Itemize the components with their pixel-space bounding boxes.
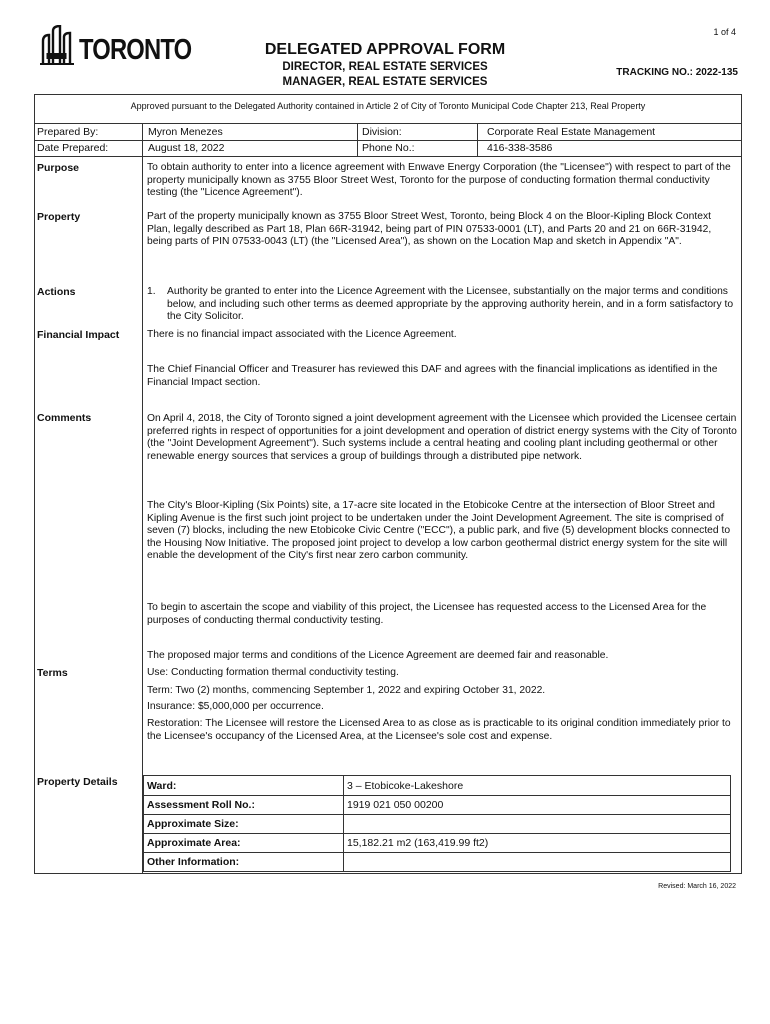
divider: [34, 123, 742, 124]
divider: [34, 140, 742, 141]
terms-insurance: Insurance: $5,000,000 per occurrence.: [147, 701, 324, 712]
approval-authority-text: Approved pursuant to the Delegated Authority contained in Article 2 of City of Toronto Municipal Code Chapter 213, Real Property: [130, 101, 646, 111]
terms-label: Terms: [37, 667, 68, 679]
phone-label: Phone No.:: [362, 142, 415, 154]
property-details-label: Property Details: [37, 776, 118, 788]
date-prepared-label: Date Prepared:: [37, 142, 109, 154]
assessment-roll-label: Assessment Roll No.:: [147, 799, 255, 811]
table-row: [144, 833, 730, 852]
divider: [34, 156, 742, 157]
purpose-text: To obtain authority to enter into a licence agreement with Enwave Energy Corporation (the "Licensee") with respect to part of the property municipally known as 3755 Bloor Street West, Toronto for the purpose of conducting formation thermal conductivity testing (the "Licence Agreement").: [147, 162, 731, 199]
terms-term: Term: Two (2) months, commencing September 1, 2022 and expiring October 31, 2022.: [147, 685, 546, 696]
table-row: [144, 776, 730, 795]
ward-value: 3 – Etobicoke-Lakeshore: [347, 780, 464, 792]
comments-paragraph-2: The City's Bloor-Kipling (Six Points) site, a 17-acre site located in the Etobicoke Centre at the intersection of Bloor Street and Kipling Avenue is the first such joint project to be undertaken under the Joint Development Agreement. The site is comprised of seven (7) blocks, including the new Etobicoke Civic Centre ("ECC"), a public park, and five (5) development blocks connected to the Housing Now Initiative. The proposed joint project to develop a low carbon geothermal district energy system for the site will enable the development of the City's first near zero carbon community.: [147, 500, 731, 562]
date-prepared-value: August 18, 2022: [148, 142, 225, 154]
actions-number: 1.: [147, 286, 156, 297]
property-details-table: [143, 775, 731, 872]
column-divider: [477, 123, 478, 156]
purpose-label: Purpose: [37, 162, 80, 174]
prepared-by-label: Prepared By:: [37, 126, 99, 138]
logo-wordmark: TORONTO: [79, 34, 192, 66]
terms-restoration: Restoration: The Licensee will restore the Licensed Area to as close as is practicable to its original condition immediately prior to the Licensee's occupancy of the Licensed Area, at the Licensee's sole cost and expense.: [147, 718, 731, 742]
form-title: DELEGATED APPROVAL FORM: [264, 41, 506, 58]
approximate-area-value: 15,182.21 m2 (163,419.99 ft2): [347, 837, 489, 849]
revision-date: Revised: March 16, 2022: [658, 883, 736, 890]
table-row: [144, 795, 730, 814]
tracking-number: TRACKING NO.: 2022-135: [616, 67, 738, 78]
page-number: 1 of 4: [713, 27, 736, 37]
column-divider: [142, 123, 143, 874]
table-row: [144, 814, 730, 833]
comments-label: Comments: [37, 412, 92, 424]
property-label: Property: [37, 211, 81, 223]
other-information-label: Other Information:: [147, 856, 240, 868]
division-value: Corporate Real Estate Management: [487, 126, 656, 138]
actions-text: Authority be granted to enter into the Licence Agreement with the Licensee, substantially on the major terms and conditions below, and including such other terms as deemed appropriate by the approving authority herein, and in a form satisfactory to the City Solicitor.: [167, 286, 734, 323]
comments-paragraph-3: To begin to ascertain the scope and viability of this project, the Licensee has requested access to the Licensed Area for the purposes of conducting thermal conductivity testing.: [147, 602, 707, 626]
column-divider: [357, 123, 358, 156]
comments-paragraph-1: On April 4, 2018, the City of Toronto signed a joint development agreement with the Licensee which provided the Licensee certain preferred rights in respect of opportunities for a joint development and operation of district energy systems with the City of Toronto (the "Joint Development Agreement"). Such systems include a central heating and cooling plant including geothermal or other renewable energy sources that services a group of buildings through a distributed pipe network.: [147, 413, 737, 462]
ward-label: Ward:: [147, 780, 177, 792]
prepared-by-value: Myron Menezes: [148, 126, 223, 138]
property-text: Part of the property municipally known as 3755 Bloor Street West, Toronto, being Block 4 on the Bloor-Kipling Block Context Plan, legally described as Part 18, Plan 66R-31942, being part of PIN 07533-0001 (LT), and Parts 20 and 21 on 66R-31942, being parts of PIN 07533-0043 (LT) (the "Licensed Area"), as shown on the Location Map and sketch in Appendix "A".: [147, 211, 712, 248]
approximate-area-label: Approximate Area:: [147, 837, 241, 849]
financial-impact-label: Financial Impact: [37, 329, 120, 341]
form-subtitle-manager: MANAGER, REAL ESTATE SERVICES: [282, 76, 488, 88]
approximate-size-label: Approximate Size:: [147, 818, 239, 830]
assessment-roll-value: 1919 021 050 00200: [347, 799, 444, 811]
actions-label: Actions: [37, 286, 76, 298]
terms-use: Use: Conducting formation thermal conductivity testing.: [147, 667, 399, 678]
financial-review-text: The Chief Financial Officer and Treasurer has reviewed this DAF and agrees with the financial implications as identified in the Financial Impact section.: [147, 364, 718, 388]
comments-paragraph-4: The proposed major terms and conditions of the Licence Agreement are deemed fair and reasonable.: [147, 650, 609, 661]
phone-value: 416-338-3586: [487, 142, 553, 154]
table-row: [144, 852, 730, 871]
division-label: Division:: [362, 126, 402, 138]
form-subtitle-director: DIRECTOR, REAL ESTATE SERVICES: [282, 61, 488, 73]
financial-impact-text: There is no financial impact associated with the Licence Agreement.: [147, 329, 457, 340]
